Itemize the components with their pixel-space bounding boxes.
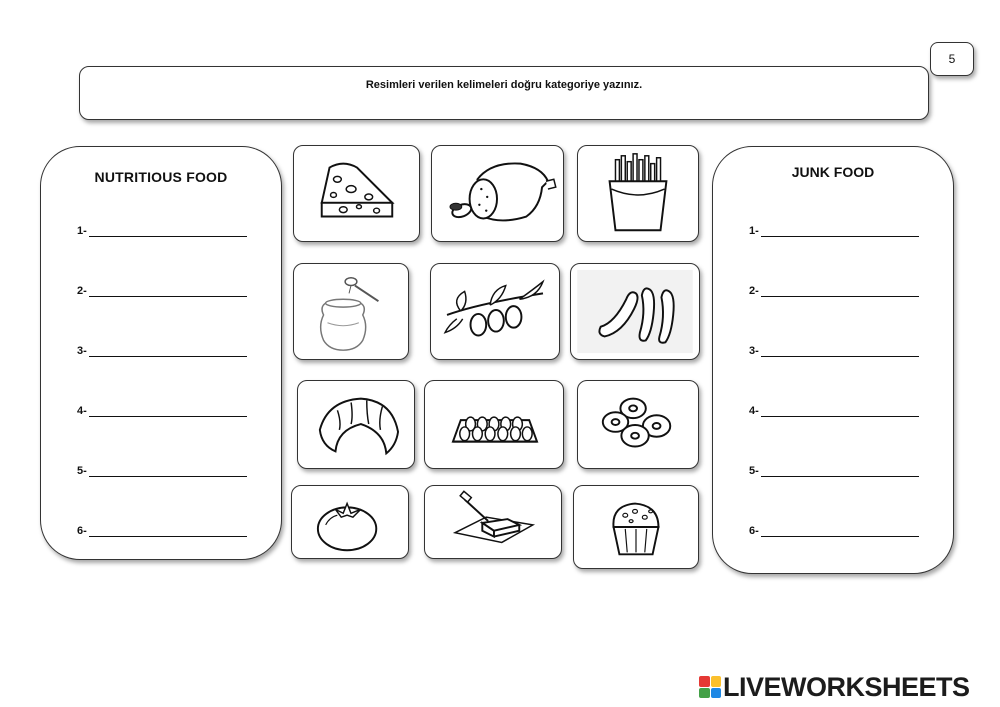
answer-blank[interactable] bbox=[89, 536, 247, 537]
answer-blank[interactable] bbox=[89, 356, 247, 357]
liveworksheets-logo bbox=[699, 671, 970, 702]
nutritious-answer-6[interactable] bbox=[77, 523, 247, 539]
answer-number: 1- bbox=[749, 225, 759, 237]
answer-number: 5- bbox=[749, 465, 759, 477]
answer-number: 6- bbox=[749, 525, 759, 537]
answer-number: 4- bbox=[749, 405, 759, 417]
nutritious-answer-5[interactable] bbox=[77, 463, 247, 479]
picture-card-croissant bbox=[297, 380, 415, 469]
logo-wordmark: LIVEWORKSHEETS bbox=[723, 671, 970, 702]
nutritious-food-title: NUTRITIOUS FOOD bbox=[94, 169, 228, 185]
junk-food-title: JUNK FOOD bbox=[791, 164, 875, 180]
nutritious-answer-2[interactable] bbox=[77, 283, 247, 299]
page-number bbox=[930, 42, 974, 76]
answer-blank[interactable] bbox=[89, 236, 247, 237]
junk-food-panel bbox=[712, 146, 954, 574]
answer-number: 6- bbox=[77, 525, 87, 537]
answer-blank[interactable] bbox=[761, 356, 919, 357]
answer-number: 2- bbox=[749, 285, 759, 297]
instruction-text: Resimleri verilen kelimeleri doğru kategoriye yazınız. bbox=[365, 79, 643, 91]
answer-number: 1- bbox=[77, 225, 87, 237]
instruction-banner bbox=[79, 66, 929, 120]
honey-icon bbox=[294, 264, 408, 359]
junk-answer-1[interactable] bbox=[749, 223, 919, 239]
logo-tile-yellow bbox=[711, 676, 722, 687]
answer-number: 3- bbox=[77, 345, 87, 357]
logo-tile-green bbox=[699, 688, 710, 699]
cheese-icon bbox=[294, 146, 419, 241]
butter-icon bbox=[425, 486, 561, 558]
nutritious-answer-1[interactable] bbox=[77, 223, 247, 239]
answer-blank[interactable] bbox=[761, 536, 919, 537]
picture-card-sausages bbox=[570, 263, 700, 360]
answer-number: 4- bbox=[77, 405, 87, 417]
answer-blank[interactable] bbox=[761, 236, 919, 237]
junk-answer-2[interactable] bbox=[749, 283, 919, 299]
french-fries-icon bbox=[578, 146, 698, 241]
nutritious-answer-3[interactable] bbox=[77, 343, 247, 359]
eggs-icon bbox=[425, 381, 563, 468]
picture-card-donuts bbox=[577, 380, 699, 469]
croissant-icon bbox=[298, 381, 414, 468]
junk-answer-3[interactable] bbox=[749, 343, 919, 359]
answer-blank[interactable] bbox=[89, 416, 247, 417]
page-number-text: 5 bbox=[948, 52, 956, 66]
picture-card-tomato bbox=[291, 485, 409, 559]
answer-number: 2- bbox=[77, 285, 87, 297]
olives-icon bbox=[431, 264, 559, 359]
picture-card-muffin bbox=[573, 485, 699, 569]
salami-icon bbox=[432, 146, 563, 241]
junk-answer-6[interactable] bbox=[749, 523, 919, 539]
picture-card-cheese bbox=[293, 145, 420, 242]
picture-card-eggs bbox=[424, 380, 564, 469]
picture-card-salami bbox=[431, 145, 564, 242]
answer-blank[interactable] bbox=[761, 296, 919, 297]
answer-number: 3- bbox=[749, 345, 759, 357]
junk-answer-5[interactable] bbox=[749, 463, 919, 479]
answer-number: 5- bbox=[77, 465, 87, 477]
donuts-icon bbox=[578, 381, 698, 468]
picture-card-fries bbox=[577, 145, 699, 242]
logo-tile-blue bbox=[711, 688, 722, 699]
tomato-icon bbox=[292, 486, 408, 558]
picture-card-butter bbox=[424, 485, 562, 559]
muffin-icon bbox=[574, 486, 698, 568]
junk-answer-4[interactable] bbox=[749, 403, 919, 419]
answer-blank[interactable] bbox=[761, 416, 919, 417]
nutritious-food-panel bbox=[40, 146, 282, 560]
picture-card-olives bbox=[430, 263, 560, 360]
picture-card-honey bbox=[293, 263, 409, 360]
answer-blank[interactable] bbox=[89, 296, 247, 297]
logo-mark bbox=[699, 676, 721, 698]
sausages-icon bbox=[571, 264, 699, 359]
logo-tile-red bbox=[699, 676, 710, 687]
answer-blank[interactable] bbox=[89, 476, 247, 477]
nutritious-answer-4[interactable] bbox=[77, 403, 247, 419]
answer-blank[interactable] bbox=[761, 476, 919, 477]
